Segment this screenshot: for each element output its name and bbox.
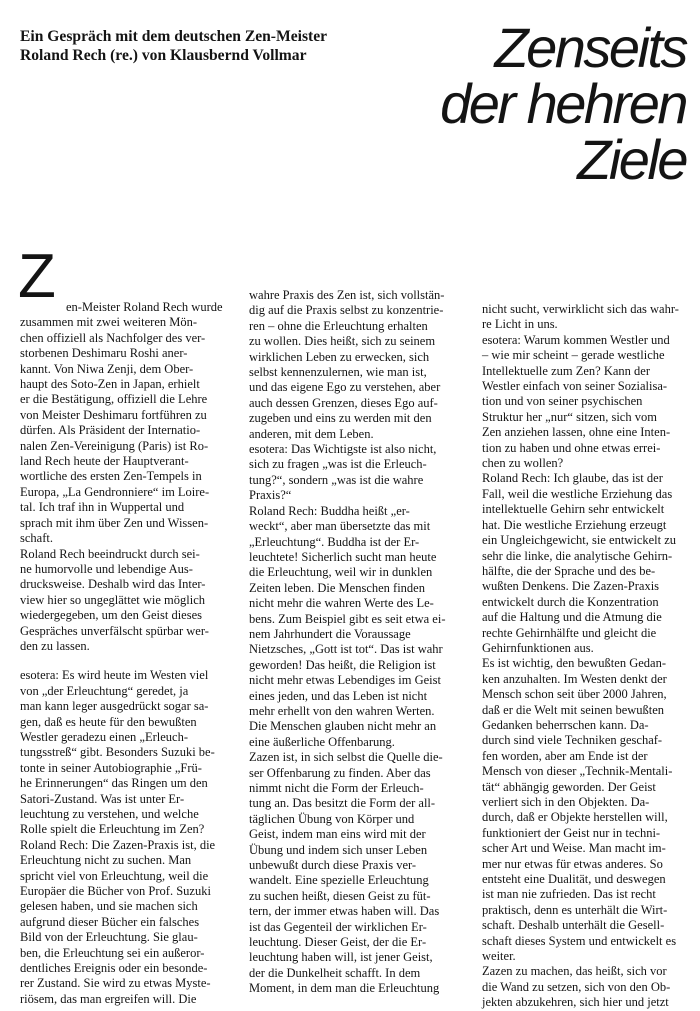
text-line: wandelt. Eine spezielle Erleuchtung (249, 873, 429, 888)
text-line: weckt“, aber man übersetzte das mit (249, 519, 431, 534)
text-line: sich zu fragen „was ist die Erleuch- (249, 457, 427, 472)
text-line: sprach mit ihm über Zen und Wissen- (20, 515, 209, 530)
text-line: view hier so ungeglättet wie möglich (20, 592, 206, 607)
text-line: kannt. Von Niwa Zenji, dem Ober- (20, 361, 194, 376)
text-line: tung an. Das besitzt die Form der all- (249, 796, 436, 811)
text-line: wahre Praxis des Zen ist, sich vollstän- (249, 288, 445, 302)
text-line: ben, die Erleuchtung sei ein außeror- (20, 945, 205, 960)
text-line: Roland Rech: Buddha heißt „er- (249, 503, 410, 518)
text-line: unbewußt durch diese Praxis ver- (249, 858, 417, 873)
article-title (386, 16, 686, 191)
text-line: er die Bestätigung, offiziell die Lehre (20, 392, 208, 407)
text-line: nicht sucht, verwirklicht sich das wahr- (482, 302, 679, 316)
text-line: Bild von der Erleuchtung. Sie glau- (20, 930, 198, 945)
title-line-3: Ziele (577, 128, 686, 191)
text-line: die Erleuchtung, weil wir in dunklen (249, 565, 433, 580)
text-line: he Erinnerungen“ das Ringen um den (20, 776, 208, 791)
text-line: praktisch, denn es unterhält die Wirt- (482, 902, 668, 917)
text-line: tion zu haben und ohne etwas errei- (482, 440, 661, 455)
text-line: en-Meister Roland Rech wurde (66, 300, 223, 314)
text-line: Geist, indem man eins wird mit der (249, 827, 426, 842)
text-line: eines jeden, und das Leben ist nicht (249, 688, 428, 703)
text-line: wußten Denkens. Die Zazen-Praxis (482, 579, 660, 594)
text-line: esotera: Das Wichtigste ist also nicht, (249, 442, 437, 457)
text-line: re Licht in uns. (482, 317, 558, 332)
text-line: Mensch von dieser „Technik-Mentali- (482, 764, 673, 779)
subtitle (20, 27, 415, 65)
text-line: scher Art und Weise. Man macht im- (482, 841, 666, 856)
text-line (20, 654, 232, 668)
text-line: ren – ohne die Erleuchtung erhalten (249, 318, 428, 333)
text-line: zugeben und eins zu werden mit den (249, 411, 432, 426)
text-line: Die Menschen glauben nicht mehr an (249, 719, 437, 734)
text-line: der die Dunkelheit schafft. In dem (249, 965, 421, 980)
text-line: storbenen Deshimaru Roshi aner- (20, 346, 188, 361)
text-line: fen worden, aber am Ende ist der (482, 748, 648, 763)
text-line: chen offiziell als Nachfolger des ver- (20, 330, 206, 345)
text-line: esotera: Warum kommen Westler und (482, 332, 670, 347)
text-line: Satori-Zustand. Was ist unter Er- (20, 791, 185, 806)
text-line: wiedergegeben, um den Geist dieses (20, 608, 203, 623)
text-line: Mensch schon seit über 2000 Jahren, (482, 687, 667, 702)
text-line: Struktur her „nur“ sitzen, sich vom (482, 409, 657, 424)
text-line: spricht viel von Erleuchtung, weil die (20, 868, 209, 883)
text-line: esotera: Es wird heute im Westen viel (20, 668, 209, 683)
text-line: und das eigene Ego zu verstehen, aber (249, 380, 441, 395)
text-line: Zazen zu machen, das heißt, sich vor (482, 964, 667, 979)
text-line: riösem, das man ergreifen will. Die (20, 991, 197, 1006)
text-line: zu suchen heißt, diesen Geist zu füt- (249, 888, 431, 903)
text-line: daß er die Welt mit seinen bewußten (482, 702, 665, 717)
text-line: Gespräches unverfälscht spürbar wer- (20, 623, 209, 638)
text-line: Übung und indem sich unser Leben (249, 842, 428, 857)
text-line: zu wollen. Dies heißt, sich zu seinem (249, 334, 436, 349)
text-line: den zu lassen. (20, 638, 90, 653)
text-line: von „der Erleuchtung“ geredet, ja (20, 683, 189, 698)
text-line: Moment, in dem man die Erleuchtung (249, 981, 440, 996)
text-line: hat. Die westliche Erziehung erzeugt (482, 517, 667, 532)
text-line: bens. Zum Beispiel gibt es seit etwa ei- (249, 611, 446, 626)
text-line: intellektuelle Gehirn sehr entwickelt (482, 502, 665, 517)
text-line: auf die Haltung und die Atmung die (482, 610, 662, 625)
text-line: gen, daß es heute für den bewußten (20, 714, 197, 729)
text-line: ne humorvolle und lebendige Aus- (20, 561, 193, 576)
text-line: Gehirnfunktionen aus. (482, 640, 594, 655)
text-line: leuchtung haben will, ist jener Geist, (249, 950, 433, 965)
text-column-1 (20, 300, 232, 1007)
text-line: entsteht eine Dualität, und deswegen (482, 872, 666, 887)
text-line: Fall, weil die westliche Erziehung das (482, 486, 673, 501)
text-line: jekten abzukehren, sich hier und jetzt (482, 995, 669, 1010)
text-line: leuchtung. Dieser Geist, der die Er- (249, 935, 427, 950)
text-line: Es ist wichtig, den bewußten Gedan- (482, 656, 666, 671)
text-line: ser Offenbarung zu finden. Aber das (249, 765, 431, 780)
text-line: von Meister Deshimaru fortführen zu (20, 407, 207, 422)
text-line: nem Jahrhundert die Voraussage (249, 626, 411, 641)
text-line: land Rech heute der Hauptverant- (20, 454, 189, 469)
text-line: leuchtung zu verstehen, und welche (20, 807, 199, 821)
text-line: weiter. (482, 949, 516, 964)
text-line: sehr die linke, die analytische Gehirn- (482, 548, 673, 563)
text-line: selbst kennenzulernen, wie man ist, (249, 365, 427, 380)
text-line: – wie mir scheint – gerade westliche (482, 348, 665, 363)
text-line: anderen, mit dem Leben. (249, 426, 374, 441)
text-line: eine äußerliche Offenbarung. (249, 734, 395, 749)
text-line: man kann leger ausgedrückt sogar sa- (20, 699, 209, 714)
text-line: verliert sich in den Objekten. Da- (482, 795, 650, 809)
text-line: entwickelt durch die Konzentration (482, 594, 659, 609)
text-line: Intellektuelle zum Zen? Kann der (482, 363, 650, 378)
text-line: Westler geradezu einen „Erleuch- (20, 729, 188, 744)
text-line: dürfen. Als Präsident der Internatio- (20, 423, 201, 438)
text-line: schaft. Deshalb unterhält die Gesell- (482, 918, 665, 933)
text-line: „Erleuchtung“. Buddha ist der Er- (249, 534, 420, 549)
text-line: tern, der immer etwas haben will. Das (249, 904, 440, 919)
text-line: auch dessen Grenzen, dieses Ego auf- (249, 395, 438, 410)
text-line: geworden! Das heißt, die Religion ist (249, 657, 436, 672)
text-line: schaft dieses System und entwickelt es (482, 933, 677, 948)
text-line: tung?“, sondern „was ist die wahre (249, 472, 424, 487)
text-line: wortliche des ersten Zen-Tempels in (20, 469, 202, 484)
text-line: Roland Rech: Ich glaube, das ist der (482, 471, 663, 486)
text-line: Zeiten leben. Die Menschen finden (249, 580, 425, 595)
text-line: die Wand zu setzen, sich von den Ob- (482, 979, 671, 994)
text-line: durch, daß er Objekte herstellen will, (482, 810, 668, 825)
text-line: dentliches Ereignis oder ein besonde- (20, 961, 208, 976)
text-line: nicht mehr etwas Lebendiges im Geist (249, 673, 441, 688)
text-line: tonte in seiner Autobiographie „Frü- (20, 760, 202, 775)
text-column-3 (482, 302, 692, 1011)
text-line: Roland Rech beeindruckt durch sei- (20, 546, 200, 561)
text-line: aufgrund dieser Bücher ein falsches (20, 914, 200, 929)
text-line: wirklichen Leben zu erwecken, sich (249, 349, 430, 364)
text-line: drucksweise. Deshalb wird das Inter- (20, 577, 206, 592)
text-line: tion und von seiner psychischen (482, 394, 643, 409)
text-line: ken anzuhalten. Im Westen denkt der (482, 671, 667, 686)
text-line: Zazen ist, in sich selbst die Quelle die- (249, 750, 443, 765)
text-line: nicht mehr die wahren Werte des Le- (249, 596, 434, 611)
text-line: ein Ungleichgewicht, sie entwickelt zu (482, 533, 677, 548)
text-line: hälfte, die der Sprache und des be- (482, 563, 656, 578)
text-line: Praxis?“ (249, 488, 292, 503)
text-line: zusammen mit zwei weiteren Mön- (20, 315, 198, 330)
text-line: Europa, „La Gendronniere“ im Loire- (20, 484, 210, 499)
text-line: rer Zustand. Sie wird zu etwas Myste- (20, 976, 211, 991)
text-line: mer nur etwas für etwas anderes. So (482, 856, 663, 871)
text-line: Nietzsches, „Gott ist tot“. Das ist wahr (249, 642, 443, 657)
text-line: mehr erhellt von den wahren Werten. (249, 703, 435, 718)
title-line-2: der hehren (440, 72, 686, 135)
text-column-2 (249, 288, 465, 997)
text-line: dig auf die Praxis selbst zu konzentrie- (249, 303, 444, 318)
text-line: leuchtete! Sicherlich sucht man heute (249, 549, 437, 564)
text-line: chen zu wollen? (482, 456, 564, 471)
text-line: Gedanken beherrschen kann. Da- (482, 717, 649, 732)
text-line: Erleuchtung nicht zu suchen. Man (20, 853, 192, 868)
subtitle-line-1: Ein Gespräch mit dem deutschen Zen-Meister (20, 28, 328, 45)
text-line: täglichen Übung von Körper und (249, 811, 415, 826)
text-line: Europäer die Bücher von Prof. Suzuki (20, 884, 211, 899)
text-line: nimmt nicht die Form der Erleuch- (249, 781, 424, 795)
text-line: ist das Gegenteil der wirklichen Er- (249, 919, 427, 934)
text-line: schaft. (20, 531, 53, 546)
subtitle-line-2: Roland Rech (re.) von Klausbernd Vollmar (20, 47, 307, 64)
text-line: gelesen haben, und sie machen sich (20, 899, 198, 914)
text-line: tungsstreß“ gibt. Besonders Suzuki be- (20, 745, 215, 760)
text-line: funktioniert der Geist nur in techni- (482, 825, 661, 840)
text-line: durch sind viele Techniken geschaf- (482, 733, 663, 748)
text-line: ist man nie zufrieden. Das ist recht (482, 887, 656, 902)
text-line: tät“ abhängig geworden. Der Geist (482, 779, 656, 794)
text-line: Roland Rech: Die Zazen-Praxis ist, die (20, 837, 216, 852)
text-line: Zen anziehen lassen, ohne eine Inten- (482, 425, 671, 440)
text-line: Westler einfach von seiner Sozialisa- (482, 379, 668, 394)
text-line: haupt des Soto-Zen in Japan, erhielt (20, 377, 200, 392)
text-line: Rolle spielt die Erleuchtung im Zen? (20, 822, 205, 837)
drop-cap: Z (18, 242, 56, 311)
text-line: tal. Ich traf ihn in Wuppertal und (20, 500, 185, 515)
text-line: nalen Zen-Vereinigung (Paris) ist Ro- (20, 438, 209, 453)
title-line-1: Zenseits (494, 16, 686, 79)
text-line: rechte Gehirnhälfte und gleicht die (482, 625, 657, 640)
